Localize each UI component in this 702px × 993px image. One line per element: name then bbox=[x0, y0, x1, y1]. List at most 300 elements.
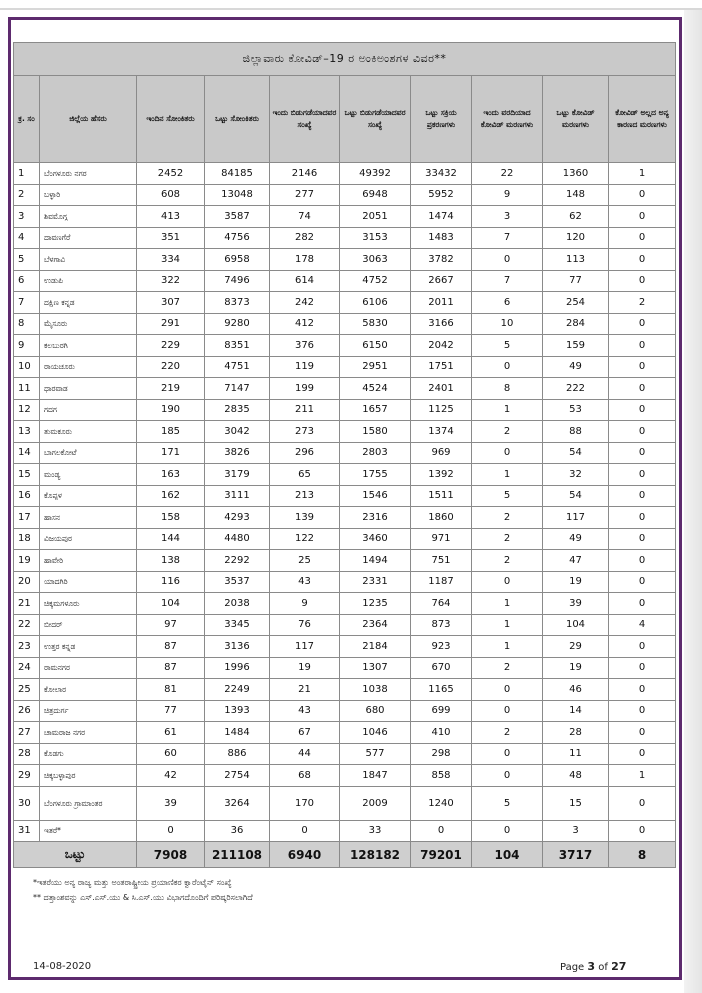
district-name: ಯಾದಗಿರಿ bbox=[40, 571, 137, 593]
table-cell: 3264 bbox=[205, 786, 270, 820]
table-cell: 2 bbox=[472, 657, 543, 679]
table-cell: 68 bbox=[270, 765, 340, 787]
total-cell: 8 bbox=[609, 842, 676, 868]
table-cell: 33 bbox=[340, 820, 411, 842]
table-cell: 0 bbox=[472, 765, 543, 787]
table-cell: 0 bbox=[609, 442, 676, 464]
table-cell: 1165 bbox=[411, 679, 472, 701]
table-cell: 139 bbox=[270, 507, 340, 529]
table-cell: 1847 bbox=[340, 765, 411, 787]
table-cell: 1307 bbox=[340, 657, 411, 679]
table-cell: 0 bbox=[609, 636, 676, 658]
table-cell: 76 bbox=[270, 614, 340, 636]
table-cell: 699 bbox=[411, 700, 472, 722]
table-cell: 0 bbox=[609, 657, 676, 679]
table-cell: 7147 bbox=[205, 378, 270, 400]
district-name: ದಾವಣಗೆರೆ bbox=[40, 227, 137, 249]
table-row bbox=[14, 765, 676, 787]
table-cell: 1755 bbox=[340, 464, 411, 486]
row-number: 22 bbox=[14, 614, 40, 636]
table-cell: 222 bbox=[543, 378, 609, 400]
row-number: 6 bbox=[14, 270, 40, 292]
table-cell: 0 bbox=[472, 442, 543, 464]
table-row bbox=[14, 249, 676, 271]
table-cell: 307 bbox=[137, 292, 205, 314]
table-cell: 412 bbox=[270, 313, 340, 335]
table-cell: 159 bbox=[543, 335, 609, 357]
table-row bbox=[14, 227, 676, 249]
table-cell: 47 bbox=[543, 550, 609, 572]
table-cell: 1860 bbox=[411, 507, 472, 529]
district-name: ಚಾಮರಾಜ ನಗರ bbox=[40, 722, 137, 744]
table-cell: 10 bbox=[472, 313, 543, 335]
table-cell: 5952 bbox=[411, 184, 472, 206]
table-row bbox=[14, 614, 676, 636]
table-cell: 74 bbox=[270, 206, 340, 228]
table-cell: 81 bbox=[137, 679, 205, 701]
row-number: 7 bbox=[14, 292, 40, 314]
table-cell: 0 bbox=[472, 743, 543, 765]
table-cell: 77 bbox=[543, 270, 609, 292]
table-cell: 3063 bbox=[340, 249, 411, 271]
table-cell: 29 bbox=[543, 636, 609, 658]
district-name: ಕಲಬುರಗಿ bbox=[40, 335, 137, 357]
table-cell: 1187 bbox=[411, 571, 472, 593]
table-cell: 2051 bbox=[340, 206, 411, 228]
row-number: 9 bbox=[14, 335, 40, 357]
table-cell: 19 bbox=[270, 657, 340, 679]
table-cell: 886 bbox=[205, 743, 270, 765]
table-cell: 413 bbox=[137, 206, 205, 228]
table-cell: 190 bbox=[137, 399, 205, 421]
district-name: ಉಡುಪಿ bbox=[40, 270, 137, 292]
table-cell: 44 bbox=[270, 743, 340, 765]
total-cell: 79201 bbox=[411, 842, 472, 868]
table-cell: 116 bbox=[137, 571, 205, 593]
table-cell: 97 bbox=[137, 614, 205, 636]
page-number bbox=[560, 960, 626, 973]
row-number: 25 bbox=[14, 679, 40, 701]
district-name: ಚಿಕ್ಕಬಳ್ಳಾಪುರ bbox=[40, 765, 137, 787]
row-number: 15 bbox=[14, 464, 40, 486]
table-cell: 7 bbox=[472, 227, 543, 249]
table-cell: 1 bbox=[472, 614, 543, 636]
table-cell: 751 bbox=[411, 550, 472, 572]
table-row bbox=[14, 679, 676, 701]
district-name: ಕೊಪ್ಪಳ bbox=[40, 485, 137, 507]
row-number: 21 bbox=[14, 593, 40, 615]
col-header-total-discharged: ಒಟ್ಟು ಬಿಡುಗಡೆಯಾದವರ ಸಂಖ್ಯೆ bbox=[340, 76, 411, 163]
row-number: 8 bbox=[14, 313, 40, 335]
table-cell: 0 bbox=[609, 335, 676, 357]
table-row bbox=[14, 335, 676, 357]
district-name: ಬಾಗಲಕೋಟೆ bbox=[40, 442, 137, 464]
table-cell: 1657 bbox=[340, 399, 411, 421]
table-cell: 3460 bbox=[340, 528, 411, 550]
table-cell: 8351 bbox=[205, 335, 270, 357]
table-cell: 5 bbox=[472, 485, 543, 507]
table-cell: 0 bbox=[609, 270, 676, 292]
district-name: ಬಳ್ಳಾರಿ bbox=[40, 184, 137, 206]
table-cell: 1038 bbox=[340, 679, 411, 701]
table-cell: 873 bbox=[411, 614, 472, 636]
table-cell: 220 bbox=[137, 356, 205, 378]
district-name: ಕೋಲಾರ bbox=[40, 679, 137, 701]
table-cell: 87 bbox=[137, 657, 205, 679]
table-cell: 9 bbox=[270, 593, 340, 615]
row-number: 2 bbox=[14, 184, 40, 206]
table-row bbox=[14, 657, 676, 679]
table-cell: 1046 bbox=[340, 722, 411, 744]
table-cell: 0 bbox=[609, 507, 676, 529]
page-total: 27 bbox=[611, 960, 627, 973]
table-cell: 298 bbox=[411, 743, 472, 765]
col-header-total-cases: ಒಟ್ಟು ಸೋಂಕಿತರು bbox=[205, 76, 270, 163]
table-cell: 1125 bbox=[411, 399, 472, 421]
col-header-today-discharged: ಇಂದು ಬಿಡುಗಡೆಯಾದವರ ಸಂಖ್ಯೆ bbox=[270, 76, 340, 163]
table-cell: 3042 bbox=[205, 421, 270, 443]
footnote: ** ದತ್ತಾಂಶವನ್ನು ಎಸ್.ಎಸ್.ಯು & ಸಿ.ಎಸ್.ಯು ವಿಭಾಗದೊಂದಿಗೆ ಪರಿಷ್ಕರಿಸಲಾಗಿದೆ bbox=[33, 893, 253, 902]
table-cell: 2401 bbox=[411, 378, 472, 400]
table-cell: 25 bbox=[270, 550, 340, 572]
table-cell: 49 bbox=[543, 528, 609, 550]
table-cell: 0 bbox=[609, 679, 676, 701]
table-cell: 296 bbox=[270, 442, 340, 464]
table-cell: 3 bbox=[543, 820, 609, 842]
table-cell: 2011 bbox=[411, 292, 472, 314]
total-cell: 3717 bbox=[543, 842, 609, 868]
table-cell: 4751 bbox=[205, 356, 270, 378]
table-cell: 2 bbox=[609, 292, 676, 314]
total-cell: 104 bbox=[472, 842, 543, 868]
district-name: ಉತ್ತರ ಕನ್ನಡ bbox=[40, 636, 137, 658]
table-cell: 0 bbox=[472, 820, 543, 842]
page-of: of bbox=[598, 962, 608, 973]
table-cell: 923 bbox=[411, 636, 472, 658]
row-number: 28 bbox=[14, 743, 40, 765]
district-name: ರಾಮನಗರ bbox=[40, 657, 137, 679]
table-cell: 39 bbox=[543, 593, 609, 615]
table-cell: 120 bbox=[543, 227, 609, 249]
table-cell: 1474 bbox=[411, 206, 472, 228]
table-cell: 969 bbox=[411, 442, 472, 464]
row-number: 26 bbox=[14, 700, 40, 722]
table-cell: 0 bbox=[609, 743, 676, 765]
table-cell: 60 bbox=[137, 743, 205, 765]
district-name: ಬೆಂಗಳೂರು ನಗರ bbox=[40, 163, 137, 185]
table-cell: 1235 bbox=[340, 593, 411, 615]
table-cell: 7496 bbox=[205, 270, 270, 292]
table-row bbox=[14, 206, 676, 228]
table-cell: 46 bbox=[543, 679, 609, 701]
table-cell: 6 bbox=[472, 292, 543, 314]
table-cell: 19 bbox=[543, 657, 609, 679]
table-cell: 0 bbox=[270, 820, 340, 842]
row-number: 13 bbox=[14, 421, 40, 443]
table-cell: 1484 bbox=[205, 722, 270, 744]
table-cell: 48 bbox=[543, 765, 609, 787]
top-divider bbox=[0, 8, 702, 10]
table-cell: 2803 bbox=[340, 442, 411, 464]
footnote: *ಇತರೆಯು ಅನ್ಯ ರಾಜ್ಯ ಮತ್ತು ಅಂತರಾಷ್ಟ್ರೀಯ ಪ್ರಯಾಣಿಕರ ಕ್ವಾರೆಂಟೈನ್ ಸಂಖ್ಯೆ bbox=[33, 878, 232, 887]
table-cell: 138 bbox=[137, 550, 205, 572]
table-cell: 171 bbox=[137, 442, 205, 464]
table-cell: 104 bbox=[543, 614, 609, 636]
table-cell: 1240 bbox=[411, 786, 472, 820]
table-cell: 53 bbox=[543, 399, 609, 421]
table-cell: 4524 bbox=[340, 378, 411, 400]
table-cell: 0 bbox=[609, 722, 676, 744]
col-header-non-covid-deaths: ಕೋವಿಡ್ ಅಲ್ಲದ ಅನ್ಯ ಕಾರಣದ ಮರಣಗಳು bbox=[609, 76, 676, 163]
district-name: ಧಾರವಾಡ bbox=[40, 378, 137, 400]
row-number: 4 bbox=[14, 227, 40, 249]
table-cell: 199 bbox=[270, 378, 340, 400]
table-cell: 49 bbox=[543, 356, 609, 378]
table-cell: 2042 bbox=[411, 335, 472, 357]
table-cell: 764 bbox=[411, 593, 472, 615]
footer-date: 14-08-2020 bbox=[33, 961, 92, 972]
district-name: ಮಂಡ್ಯ bbox=[40, 464, 137, 486]
table-body bbox=[14, 163, 676, 842]
table-cell: 3537 bbox=[205, 571, 270, 593]
table-cell: 273 bbox=[270, 421, 340, 443]
col-header-today-cases: ಇಂದಿನ ಸೋಂಕಿತರು bbox=[137, 76, 205, 163]
table-cell: 77 bbox=[137, 700, 205, 722]
table-cell: 858 bbox=[411, 765, 472, 787]
table-cell: 1996 bbox=[205, 657, 270, 679]
table-cell: 1511 bbox=[411, 485, 472, 507]
row-number: 14 bbox=[14, 442, 40, 464]
table-cell: 2292 bbox=[205, 550, 270, 572]
table-cell: 0 bbox=[609, 464, 676, 486]
district-name: ಬೆಳಗಾವಿ bbox=[40, 249, 137, 271]
table-cell: 6106 bbox=[340, 292, 411, 314]
district-name: ಹಾವೇರಿ bbox=[40, 550, 137, 572]
row-number: 11 bbox=[14, 378, 40, 400]
table-cell: 2249 bbox=[205, 679, 270, 701]
table-cell: 2452 bbox=[137, 163, 205, 185]
table-row bbox=[14, 571, 676, 593]
district-name: ದಕ್ಷಿಣ ಕನ್ನಡ bbox=[40, 292, 137, 314]
table-cell: 1374 bbox=[411, 421, 472, 443]
table-cell: 0 bbox=[609, 786, 676, 820]
table-cell: 117 bbox=[543, 507, 609, 529]
table-cell: 158 bbox=[137, 507, 205, 529]
table-cell: 13048 bbox=[205, 184, 270, 206]
table-cell: 54 bbox=[543, 442, 609, 464]
table-cell: 1483 bbox=[411, 227, 472, 249]
covid-district-table bbox=[13, 42, 676, 868]
table-cell: 0 bbox=[609, 356, 676, 378]
table-cell: 0 bbox=[609, 700, 676, 722]
table-cell: 49392 bbox=[340, 163, 411, 185]
table-cell: 2364 bbox=[340, 614, 411, 636]
table-row bbox=[14, 313, 676, 335]
table-cell: 3166 bbox=[411, 313, 472, 335]
table-cell: 2 bbox=[472, 722, 543, 744]
row-number: 29 bbox=[14, 765, 40, 787]
page-prefix: Page bbox=[560, 962, 585, 973]
table-row bbox=[14, 421, 676, 443]
total-row bbox=[14, 842, 676, 868]
table-cell: 39 bbox=[137, 786, 205, 820]
table-cell: 185 bbox=[137, 421, 205, 443]
table-cell: 410 bbox=[411, 722, 472, 744]
table-cell: 67 bbox=[270, 722, 340, 744]
table-cell: 162 bbox=[137, 485, 205, 507]
table-cell: 4756 bbox=[205, 227, 270, 249]
table-cell: 15 bbox=[543, 786, 609, 820]
table-cell: 213 bbox=[270, 485, 340, 507]
table-cell: 1 bbox=[472, 636, 543, 658]
district-name: ಮೈಸೂರು bbox=[40, 313, 137, 335]
table-cell: 2146 bbox=[270, 163, 340, 185]
table-cell: 2 bbox=[472, 528, 543, 550]
table-row bbox=[14, 292, 676, 314]
col-header-district: ಜಿಲ್ಲೆಯ ಹೆಸರು bbox=[40, 76, 137, 163]
table-cell: 211 bbox=[270, 399, 340, 421]
table-cell: 54 bbox=[543, 485, 609, 507]
table-cell: 4 bbox=[609, 614, 676, 636]
table-cell: 2667 bbox=[411, 270, 472, 292]
table-cell: 2951 bbox=[340, 356, 411, 378]
table-cell: 43 bbox=[270, 700, 340, 722]
table-cell: 0 bbox=[609, 378, 676, 400]
district-name: ವಿಜಯಪುರ bbox=[40, 528, 137, 550]
row-number: 1 bbox=[14, 163, 40, 185]
table-cell: 33432 bbox=[411, 163, 472, 185]
total-cell: 128182 bbox=[340, 842, 411, 868]
table-cell: 65 bbox=[270, 464, 340, 486]
page-edge-shadow bbox=[684, 10, 702, 993]
table-cell: 19 bbox=[543, 571, 609, 593]
table-row bbox=[14, 485, 676, 507]
table-row bbox=[14, 163, 676, 185]
table-row bbox=[14, 820, 676, 842]
table-cell: 3153 bbox=[340, 227, 411, 249]
table-cell: 1751 bbox=[411, 356, 472, 378]
table-cell: 1580 bbox=[340, 421, 411, 443]
table-cell: 88 bbox=[543, 421, 609, 443]
row-number: 16 bbox=[14, 485, 40, 507]
page-current: 3 bbox=[587, 960, 596, 973]
table-cell: 0 bbox=[609, 249, 676, 271]
table-row bbox=[14, 700, 676, 722]
table-cell: 0 bbox=[609, 820, 676, 842]
table-cell: 0 bbox=[609, 313, 676, 335]
row-number: 12 bbox=[14, 399, 40, 421]
table-cell: 277 bbox=[270, 184, 340, 206]
table-title: ಜಿಲ್ಲಾವಾರು ಕೋವಿಡ್–19 ರ ಅಂಕಿಅಂಶಗಳ ವಿವರ** bbox=[14, 43, 676, 76]
table-cell: 84185 bbox=[205, 163, 270, 185]
row-number: 20 bbox=[14, 571, 40, 593]
table-cell: 0 bbox=[609, 184, 676, 206]
table-cell: 282 bbox=[270, 227, 340, 249]
table-cell: 8373 bbox=[205, 292, 270, 314]
table-row bbox=[14, 636, 676, 658]
table-cell: 148 bbox=[543, 184, 609, 206]
table-cell: 6948 bbox=[340, 184, 411, 206]
table-cell: 42 bbox=[137, 765, 205, 787]
table-cell: 1 bbox=[472, 464, 543, 486]
header-row bbox=[14, 76, 676, 163]
district-name: ಗದಗ bbox=[40, 399, 137, 421]
row-number: 18 bbox=[14, 528, 40, 550]
row-number: 5 bbox=[14, 249, 40, 271]
table-cell: 0 bbox=[472, 249, 543, 271]
table-cell: 322 bbox=[137, 270, 205, 292]
table-cell: 0 bbox=[609, 485, 676, 507]
table-row bbox=[14, 550, 676, 572]
table-cell: 351 bbox=[137, 227, 205, 249]
table-cell: 0 bbox=[609, 206, 676, 228]
table-cell: 680 bbox=[340, 700, 411, 722]
table-cell: 7 bbox=[472, 270, 543, 292]
table-cell: 62 bbox=[543, 206, 609, 228]
table-cell: 122 bbox=[270, 528, 340, 550]
table-cell: 2009 bbox=[340, 786, 411, 820]
table-row bbox=[14, 722, 676, 744]
table-cell: 43 bbox=[270, 571, 340, 593]
table-row bbox=[14, 442, 676, 464]
table-cell: 0 bbox=[472, 700, 543, 722]
table-cell: 144 bbox=[137, 528, 205, 550]
col-header-sn: ಕ್ರ. ಸಂ bbox=[14, 76, 40, 163]
table-cell: 28 bbox=[543, 722, 609, 744]
table-row bbox=[14, 786, 676, 820]
footnotes bbox=[33, 875, 653, 905]
table-cell: 2 bbox=[472, 507, 543, 529]
table-cell: 284 bbox=[543, 313, 609, 335]
total-cell: 7908 bbox=[137, 842, 205, 868]
table-cell: 2835 bbox=[205, 399, 270, 421]
table-cell: 0 bbox=[609, 227, 676, 249]
table-cell: 4752 bbox=[340, 270, 411, 292]
row-number: 27 bbox=[14, 722, 40, 744]
table-cell: 87 bbox=[137, 636, 205, 658]
table-row bbox=[14, 743, 676, 765]
row-number: 24 bbox=[14, 657, 40, 679]
table-row bbox=[14, 184, 676, 206]
table-cell: 254 bbox=[543, 292, 609, 314]
table-cell: 117 bbox=[270, 636, 340, 658]
table-cell: 6150 bbox=[340, 335, 411, 357]
table-cell: 670 bbox=[411, 657, 472, 679]
table-row bbox=[14, 593, 676, 615]
table-cell: 291 bbox=[137, 313, 205, 335]
table-cell: 4480 bbox=[205, 528, 270, 550]
row-number: 23 bbox=[14, 636, 40, 658]
table-cell: 1546 bbox=[340, 485, 411, 507]
district-name: ಶಿವಮೊಗ್ಗ bbox=[40, 206, 137, 228]
total-label: ಒಟ್ಟು bbox=[14, 842, 137, 868]
district-name: ಬೀದರ್ bbox=[40, 614, 137, 636]
table-cell: 1 bbox=[472, 399, 543, 421]
table-cell: 11 bbox=[543, 743, 609, 765]
table-cell: 178 bbox=[270, 249, 340, 271]
row-number: 19 bbox=[14, 550, 40, 572]
row-number: 31 bbox=[14, 820, 40, 842]
table-cell: 1 bbox=[609, 163, 676, 185]
col-header-total-deaths: ಒಟ್ಟು ಕೋವಿಡ್ ಮರಣಗಳು bbox=[543, 76, 609, 163]
table-cell: 1 bbox=[472, 593, 543, 615]
table-cell: 104 bbox=[137, 593, 205, 615]
district-name: ತುಮಕೂರು bbox=[40, 421, 137, 443]
col-header-active: ಒಟ್ಟು ಸಕ್ರಿಯ ಪ್ರಕರಣಗಳು bbox=[411, 76, 472, 163]
table-cell: 119 bbox=[270, 356, 340, 378]
total-cell: 211108 bbox=[205, 842, 270, 868]
table-cell: 219 bbox=[137, 378, 205, 400]
